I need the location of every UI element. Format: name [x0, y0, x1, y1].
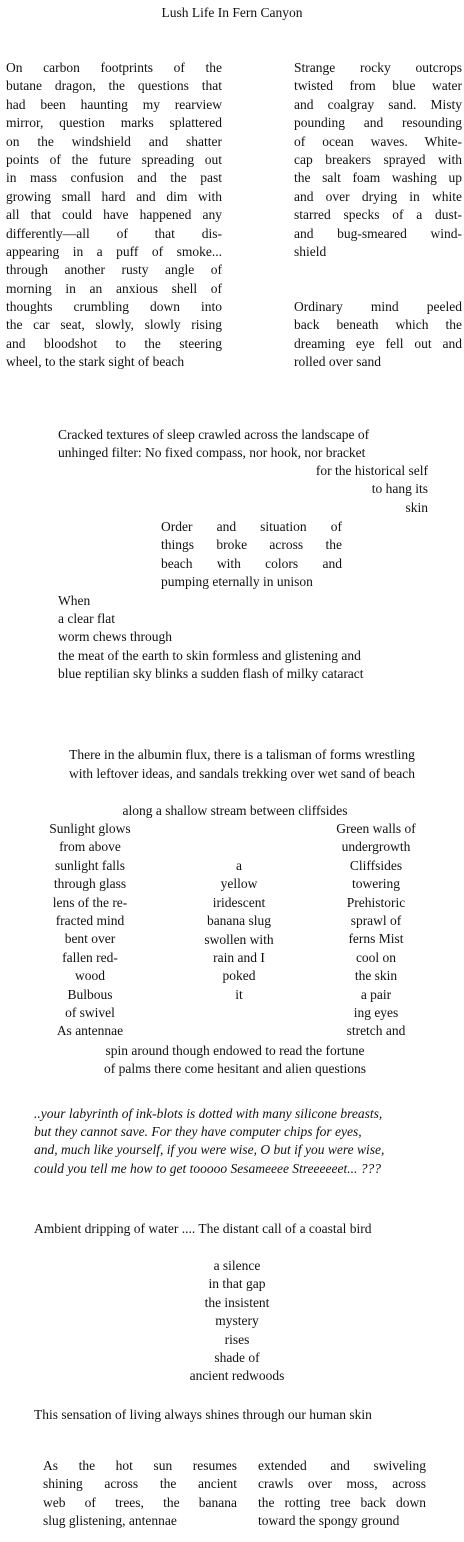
text-line: a silence	[213, 1258, 261, 1273]
text-line: toward the spongy ground	[258, 1513, 400, 1529]
text-line: When	[58, 593, 91, 608]
text-line: wheel, to the stark sight of beach	[6, 354, 185, 370]
text-line: shining across the ancient	[43, 1476, 237, 1492]
text-line: starred specks of a dust-	[294, 207, 462, 223]
text-line: bent over	[64, 931, 116, 947]
text-line: Sunlight glows	[49, 821, 131, 836]
stanza-order-and-situation	[161, 518, 342, 592]
text-line: fracted mind	[55, 913, 125, 928]
text-line: Order and situation of	[161, 519, 342, 534]
stanza-right-column	[294, 59, 462, 261]
text-line: Cliffsides	[349, 857, 403, 873]
text-line: in mass confusion and the past	[6, 170, 222, 186]
text-line: swollen with	[204, 931, 274, 947]
text-line: through another rusty angle of	[6, 262, 222, 278]
text-line: shield	[294, 243, 327, 259]
text-line: poked	[222, 968, 256, 984]
text-line: slug glistening, antennae	[43, 1513, 177, 1529]
stanza-extended-swiveling	[258, 1457, 426, 1531]
text-line: mirror, question marks splattered	[6, 115, 222, 131]
text-line: from above	[59, 839, 121, 855]
text-line: a clear flat	[58, 611, 115, 626]
text-line: As antennae	[56, 1023, 124, 1039]
text-line: and over drying in white	[294, 188, 462, 204]
text-line: appearing in a puff of smoke...	[6, 243, 222, 259]
text-line: yellow	[220, 876, 258, 892]
text-line: in that gap	[208, 1276, 266, 1292]
text-line: of palms there come hesitant and alien questions	[103, 1061, 367, 1076]
page-title: Lush Life In Fern Canyon	[161, 5, 303, 20]
text-line: As the hot sun resumes	[43, 1458, 237, 1473]
stanza-right-column-second	[294, 298, 462, 372]
text-line: stretch and	[346, 1023, 406, 1039]
text-line: cap breakers sprayed with	[294, 151, 462, 167]
text-line: There in the albumin flux, there is a talisman of forms wrestling	[69, 747, 415, 762]
text-line: Ambient dripping of water .... The distant call of a coastal bird	[34, 1221, 372, 1236]
text-line: rain and I	[213, 950, 265, 965]
text-line: shade of	[214, 1350, 260, 1365]
text-line: twisted from blue water	[294, 78, 462, 94]
text-line: dreaming eye fell out and	[294, 335, 462, 351]
text-line: it	[235, 986, 243, 1002]
text-line: on the windshield and shatter	[6, 133, 222, 149]
text-line: sunlight falls	[54, 857, 126, 873]
text-line: along a shallow stream between cliffsides	[122, 803, 348, 818]
text-line: the salt foam washing up	[294, 170, 462, 186]
text-line: skin	[405, 500, 428, 515]
text-line: had been haunting my rearview	[6, 96, 222, 112]
text-line: rises	[224, 1331, 250, 1347]
text-line: could you tell me how to get tooooo Sesameeee Streeeeeet... ???	[34, 1161, 382, 1176]
text-line: rolled over sand	[294, 354, 381, 370]
text-line: thoughts crumbling down into	[6, 299, 222, 315]
text-line: growing small hard and dim with	[6, 188, 222, 204]
text-line: a	[236, 858, 242, 873]
text-line: ing eyes	[353, 1005, 399, 1020]
text-line: wood	[75, 968, 105, 984]
text-line: but they cannot save. For they have computer chips for eyes,	[34, 1124, 362, 1139]
text-line: towering	[352, 876, 400, 892]
text-line: fallen red-	[62, 949, 118, 965]
text-line: for the historical self	[315, 463, 428, 478]
text-line: This sensation of living always shines through our human skin	[34, 1407, 372, 1422]
text-line: blue reptilian sky blinks a sudden flash of milky cataract	[58, 666, 364, 681]
text-line: all that could have happened any	[6, 207, 222, 223]
text-line: beach with colors and	[161, 555, 342, 571]
text-line: differently—all of that dis-	[6, 225, 222, 241]
text-line: banana slug	[206, 913, 272, 929]
text-line: crawls over moss, across	[258, 1476, 426, 1492]
text-line: On carbon footprints of the	[6, 60, 222, 75]
text-line: the rotting tree back down	[258, 1494, 426, 1510]
text-line: pumping eternally in unison	[161, 574, 313, 590]
stanza-hot-sun	[43, 1457, 237, 1531]
text-line: and, much like yourself, if you were wise, O but if you were wise,	[34, 1142, 385, 1157]
text-line: Strange rocky outcrops	[294, 60, 462, 75]
text-line: extended and swiveling	[258, 1458, 426, 1473]
text-line: Green walls of	[336, 821, 416, 836]
text-line: Cracked textures of sleep crawled across the landscape of	[58, 427, 370, 442]
text-line: of swivel	[65, 1005, 115, 1020]
text-line: Ordinary mind peeled	[294, 299, 462, 314]
text-line: to hang its	[371, 481, 428, 496]
text-line: and coalgray sand. Misty	[294, 96, 462, 112]
text-line: the car seat, slowly, slowly rising	[6, 317, 222, 333]
text-line: things broke across the	[161, 537, 342, 553]
text-line: unhinged filter: No fixed compass, nor hook, nor bracket	[58, 445, 366, 460]
text-line: lens of the re-	[52, 894, 128, 910]
text-line: sprawl of	[350, 913, 402, 928]
text-line: the insistent	[204, 1294, 270, 1310]
text-line: ancient redwoods	[189, 1368, 285, 1384]
text-line: a pair	[360, 986, 392, 1002]
text-line: pounding and resounding	[294, 115, 462, 131]
text-line: ferns Mist	[348, 931, 404, 947]
text-line: back beneath which the	[294, 317, 462, 333]
text-line: web of trees, the banana	[43, 1494, 237, 1510]
text-line: and bloodshot to the steering	[6, 335, 222, 351]
text-line: undergrowth	[341, 839, 411, 855]
text-line: Prehistoric	[346, 894, 406, 910]
text-line: Bulbous	[67, 986, 113, 1002]
text-line: points of the future spreading out	[6, 151, 222, 167]
text-line: and bug-smeared wind-	[294, 225, 462, 241]
text-line: through glass	[53, 876, 127, 892]
text-line: iridescent	[212, 894, 266, 910]
text-line: morning in an anxious shell of	[6, 280, 222, 296]
text-line: spin around though endowed to read the fortune	[105, 1043, 365, 1058]
text-line: with leftover ideas, and sandals trekking over wet sand of beach	[68, 766, 415, 781]
text-line: ..your labyrinth of ink-blots is dotted with many silicone breasts,	[34, 1106, 383, 1121]
text-line: the skin	[354, 968, 398, 984]
stanza-left-column	[6, 59, 222, 372]
text-line: cool on	[355, 949, 397, 965]
text-line: of ocean waves. White-	[294, 133, 462, 149]
text-line: the meat of the earth to skin formless and glistening and	[58, 648, 361, 663]
text-line: worm chews through	[58, 629, 172, 644]
text-line: butane dragon, the questions that	[6, 78, 222, 94]
text-line: mystery	[215, 1313, 259, 1329]
